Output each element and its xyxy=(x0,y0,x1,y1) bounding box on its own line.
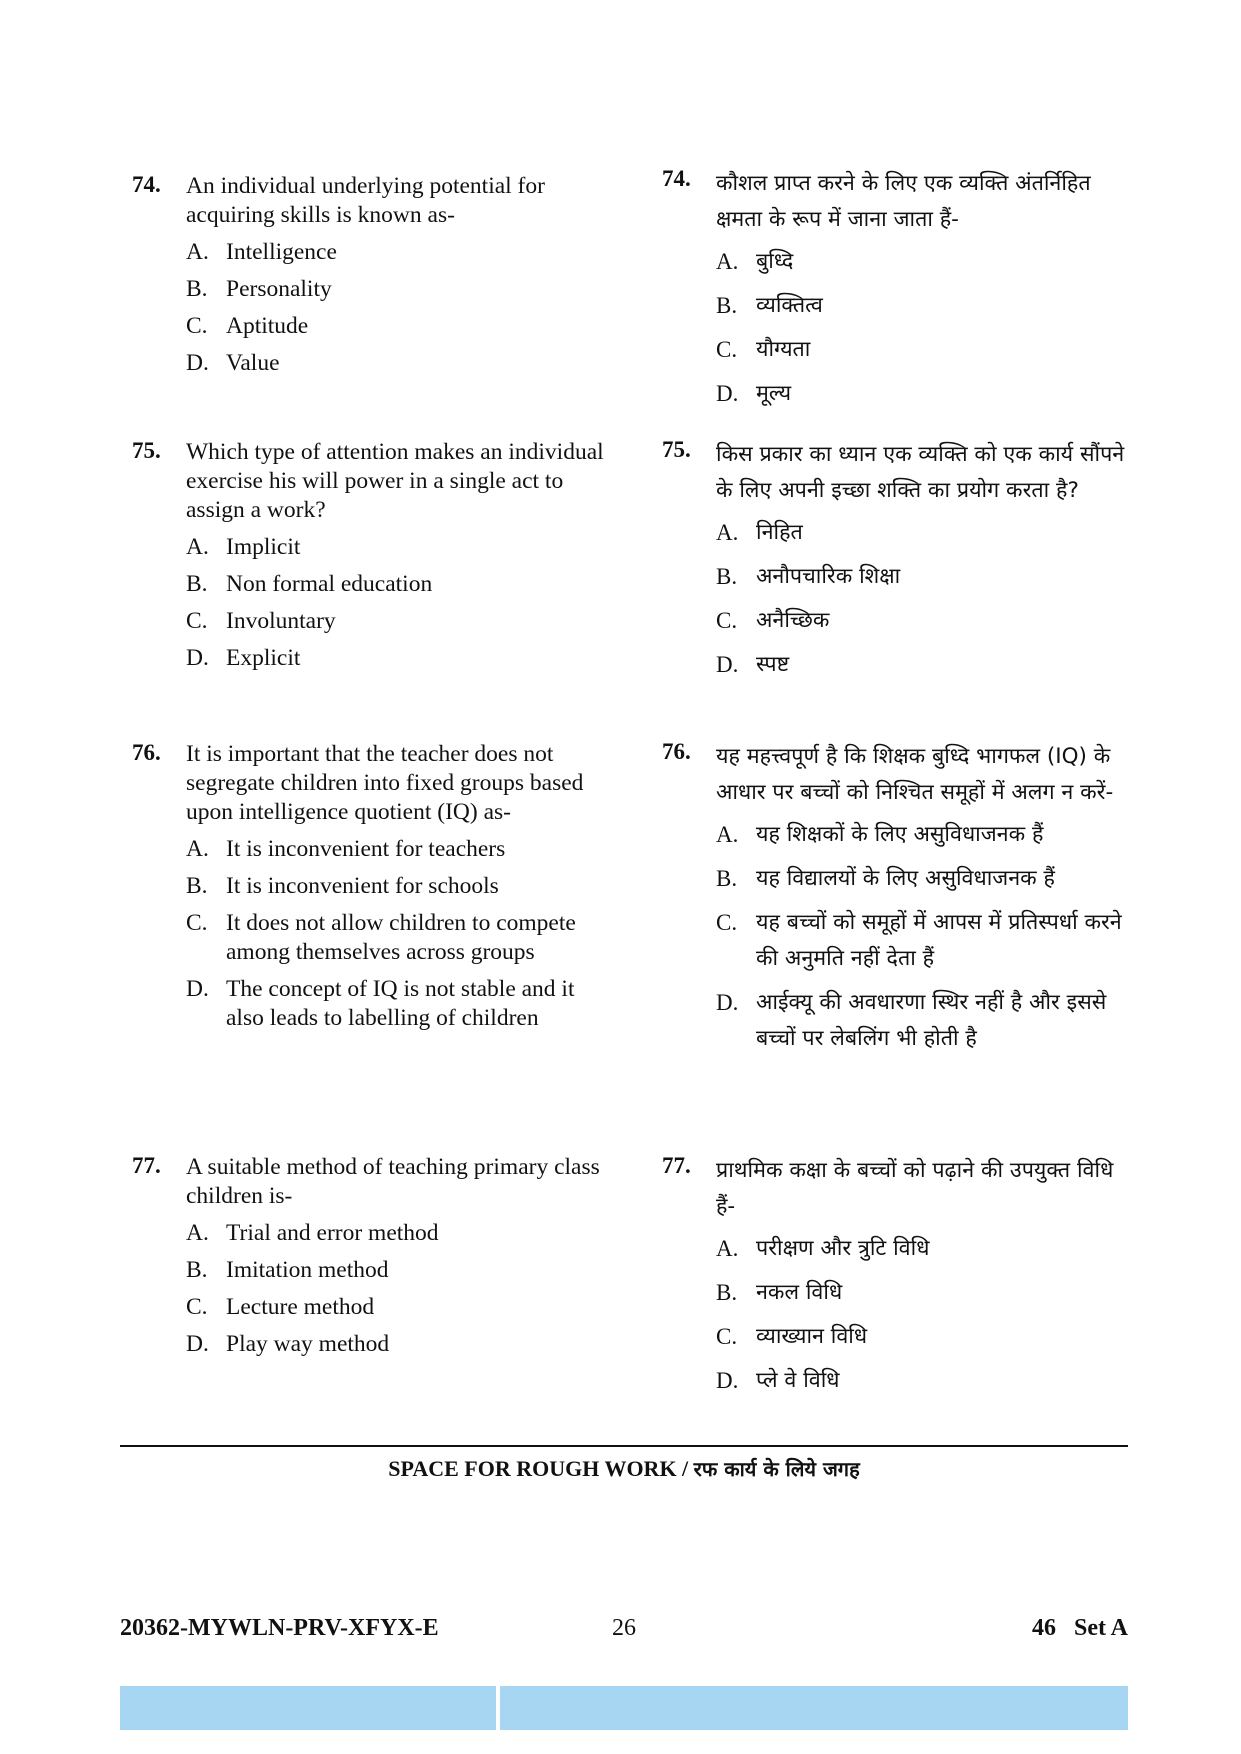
option-text: Intelligence xyxy=(226,239,337,265)
option-letter: C. xyxy=(716,1324,738,1349)
option-c xyxy=(186,909,612,967)
option-text: नकल विधि xyxy=(756,1280,843,1305)
option-letter: C. xyxy=(716,608,738,633)
paper-code: 20362-MYWLN-PRV-XFYX-E xyxy=(120,1615,439,1641)
page-number: 26 xyxy=(612,1615,636,1641)
option-letter: A. xyxy=(186,534,209,560)
option-c xyxy=(716,1319,1132,1355)
option-b xyxy=(716,861,1132,897)
option-text: यह शिक्षकों के लिए असुविधाजनक हैं xyxy=(756,822,1044,847)
option-text: Personality xyxy=(226,276,332,302)
option-b xyxy=(716,1275,1132,1311)
option-b xyxy=(186,275,612,304)
option-letter: D. xyxy=(716,381,739,406)
option-letter: B. xyxy=(716,564,738,589)
option-text: यह विद्यालयों के लिए असुविधाजनक हैं xyxy=(756,866,1055,891)
option-text: मूल्य xyxy=(756,381,792,406)
option-letter: B. xyxy=(716,866,738,891)
question-77-hi xyxy=(662,1153,1132,1407)
option-letter: B. xyxy=(716,1280,738,1305)
option-letter: B. xyxy=(186,276,208,302)
option-d xyxy=(186,644,612,673)
question-text: Which type of attention makes an individual exercise his will power in a single act to assign a work? xyxy=(186,439,604,523)
option-letter: C. xyxy=(716,337,738,362)
option-text: Play way method xyxy=(226,1331,390,1357)
question-text: कौशल प्राप्त करने के लिए एक व्यक्ति अंतर्निहित क्षमता के रूप में जाना जाता हैं- xyxy=(716,171,1091,232)
question-text: प्राथमिक कक्षा के बच्चों को पढ़ाने की उपयुक्त विधि हैं- xyxy=(716,1158,1114,1219)
option-text: It is inconvenient for teachers xyxy=(226,836,506,862)
option-letter: C. xyxy=(186,910,208,936)
option-letter: C. xyxy=(186,1294,208,1320)
option-text: यह बच्चों को समूहों में आपस में प्रतिस्पर्धा करने की अनुमति नहीं देता हैं xyxy=(756,910,1122,971)
option-letter: D. xyxy=(186,1331,209,1357)
option-letter: C. xyxy=(716,910,738,935)
options-list xyxy=(716,244,1132,412)
option-letter: B. xyxy=(186,1257,208,1283)
option-c xyxy=(186,607,612,636)
option-text: Implicit xyxy=(226,534,301,560)
option-text: The concept of IQ is not stable and it also leads to labelling of children xyxy=(226,976,575,1031)
option-letter: D. xyxy=(716,652,739,677)
option-b xyxy=(186,570,612,599)
option-c xyxy=(186,312,612,341)
option-d xyxy=(716,647,1132,683)
option-text: प्ले वे विधि xyxy=(756,1368,840,1393)
option-text: यौग्यता xyxy=(756,337,811,362)
rough-work-hindi: रफ कार्य के लिये जगह xyxy=(693,1457,860,1481)
question-text: It is important that the teacher does not segregate children into fixed groups based upon intelligence quotient (IQ) as- xyxy=(186,741,584,825)
question-number: 76. xyxy=(662,739,691,764)
option-c xyxy=(716,905,1132,977)
option-letter: A. xyxy=(716,822,739,847)
option-d xyxy=(716,1363,1132,1399)
question-76-hi xyxy=(662,739,1132,1065)
option-text: Lecture method xyxy=(226,1294,375,1320)
option-a xyxy=(716,817,1132,853)
question-text: An individual underlying potential for acquiring skills is known as- xyxy=(186,173,545,228)
option-text: Aptitude xyxy=(226,313,309,339)
question-74-hi xyxy=(662,166,1132,420)
options-list xyxy=(716,515,1132,683)
option-text: Explicit xyxy=(226,645,301,671)
option-text: Involuntary xyxy=(226,608,336,634)
option-letter: B. xyxy=(716,293,738,318)
option-text: Non formal education xyxy=(226,571,433,597)
set-label: 46 Set A xyxy=(1032,1615,1128,1641)
bottom-bar-right xyxy=(500,1686,1128,1730)
question-text: A suitable method of teaching primary class children is- xyxy=(186,1154,600,1209)
question-76-en xyxy=(132,740,612,1041)
question-75-en xyxy=(132,438,612,681)
option-letter: A. xyxy=(186,836,209,862)
question-77-en xyxy=(132,1153,612,1367)
option-letter: A. xyxy=(716,1236,739,1261)
option-d xyxy=(716,376,1132,412)
question-number: 74. xyxy=(132,172,161,197)
option-letter: D. xyxy=(186,976,209,1002)
option-d xyxy=(716,985,1132,1057)
option-text: It is inconvenient for schools xyxy=(226,873,499,899)
question-text: किस प्रकार का ध्यान एक व्यक्ति को एक कार्य सौंपने के लिए अपनी इच्छा शक्ति का प्रयोग करता है? xyxy=(716,442,1125,503)
page-footer xyxy=(120,1615,1128,1649)
option-a xyxy=(186,1219,612,1248)
option-text: अनैच्छिक xyxy=(756,608,830,633)
option-text: अनौपचारिक शिक्षा xyxy=(756,564,901,589)
option-text: Value xyxy=(226,350,280,376)
options-list xyxy=(186,1219,612,1359)
option-c xyxy=(716,332,1132,368)
option-letter: A. xyxy=(186,1220,209,1246)
option-letter: B. xyxy=(186,571,208,597)
question-number: 75. xyxy=(132,438,161,463)
question-text: यह महत्त्वपूर्ण है कि शिक्षक बुध्दि भागफल (IQ) के आधार पर बच्चों को निश्चित समूहों में अलग न करें- xyxy=(716,744,1114,805)
options-list xyxy=(186,238,612,378)
option-a xyxy=(186,533,612,562)
option-letter: B. xyxy=(186,873,208,899)
option-text: It does not allow children to compete among themselves across groups xyxy=(226,910,576,965)
option-d xyxy=(186,975,612,1033)
option-b xyxy=(716,288,1132,324)
option-letter: A. xyxy=(716,520,739,545)
option-d xyxy=(186,349,612,378)
divider-line xyxy=(120,1445,1128,1447)
option-text: Imitation method xyxy=(226,1257,389,1283)
question-number: 77. xyxy=(662,1153,691,1178)
options-list xyxy=(186,533,612,673)
option-c xyxy=(716,603,1132,639)
option-text: Trial and error method xyxy=(226,1220,439,1246)
options-list xyxy=(186,835,612,1033)
option-text: बुध्दि xyxy=(756,249,794,274)
question-74-en xyxy=(132,172,612,386)
option-letter: A. xyxy=(186,239,209,265)
option-a xyxy=(186,238,612,267)
option-text: स्पष्ट xyxy=(756,652,790,677)
bottom-bar-left xyxy=(120,1686,496,1730)
option-d xyxy=(186,1330,612,1359)
option-b xyxy=(186,1256,612,1285)
option-letter: D. xyxy=(716,990,739,1015)
option-letter: C. xyxy=(186,313,208,339)
question-number: 74. xyxy=(662,166,691,191)
option-b xyxy=(186,872,612,901)
option-letter: D. xyxy=(186,350,209,376)
option-text: परीक्षण और त्रुटि विधि xyxy=(756,1236,930,1261)
option-letter: A. xyxy=(716,249,739,274)
question-number: 75. xyxy=(662,437,691,462)
option-a xyxy=(716,244,1132,280)
option-letter: D. xyxy=(716,1368,739,1393)
option-text: व्यक्तित्व xyxy=(756,293,823,318)
question-number: 77. xyxy=(132,1153,161,1178)
option-a xyxy=(716,1231,1132,1267)
rough-work-english: SPACE FOR ROUGH WORK / xyxy=(388,1456,689,1481)
option-text: निहित xyxy=(756,520,803,545)
option-letter: C. xyxy=(186,608,208,634)
option-text: व्याख्यान विधि xyxy=(756,1324,868,1349)
option-c xyxy=(186,1293,612,1322)
question-75-hi xyxy=(662,437,1132,691)
options-list xyxy=(716,817,1132,1057)
option-a xyxy=(186,835,612,864)
option-b xyxy=(716,559,1132,595)
rough-work-heading xyxy=(120,1455,1128,1482)
option-letter: D. xyxy=(186,645,209,671)
question-number: 76. xyxy=(132,740,161,765)
option-a xyxy=(716,515,1132,551)
options-list xyxy=(716,1231,1132,1399)
option-text: आईक्यू की अवधारणा स्थिर नहीं है और इससे बच्चों पर लेबलिंग भी होती है xyxy=(756,990,1107,1051)
